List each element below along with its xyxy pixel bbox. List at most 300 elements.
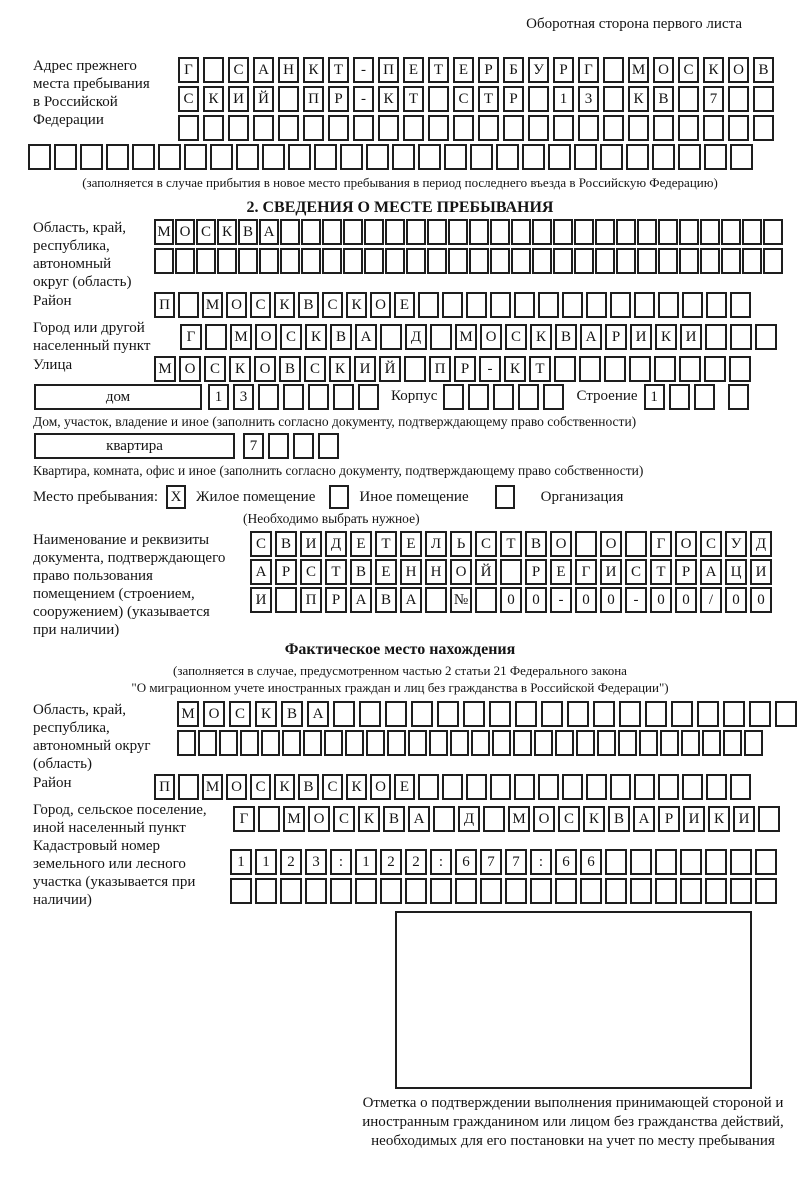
char-cell — [442, 292, 463, 318]
char-cell — [630, 849, 652, 875]
section-2-title: 2. СВЕДЕНИЯ О МЕСТЕ ПРЕБЫВАНИЯ — [246, 199, 554, 216]
char-cell: Р — [605, 324, 627, 350]
char-cell — [555, 730, 574, 756]
char-cell — [490, 248, 510, 274]
char-cell — [392, 144, 415, 170]
char-cell — [468, 384, 489, 410]
char-cell — [80, 144, 103, 170]
char-cell — [518, 384, 539, 410]
char-cell — [660, 730, 679, 756]
char-cell — [425, 587, 447, 613]
char-cell: П — [154, 774, 175, 800]
char-cell: П — [154, 292, 175, 318]
char-cell — [775, 701, 797, 727]
char-cell — [658, 219, 678, 245]
char-cell — [328, 115, 349, 141]
char-cell: : — [330, 849, 352, 875]
char-cell — [532, 219, 552, 245]
char-cell — [553, 248, 573, 274]
char-cell: 0 — [650, 587, 672, 613]
char-cell — [463, 701, 485, 727]
char-cell — [514, 292, 535, 318]
char-cell — [538, 292, 559, 318]
char-cell — [429, 730, 448, 756]
char-cell — [490, 219, 510, 245]
char-cell — [258, 806, 280, 832]
char-cell: 1 — [255, 849, 277, 875]
char-cell — [314, 144, 337, 170]
char-cell — [605, 849, 627, 875]
char-cell — [654, 356, 676, 382]
char-cell — [475, 587, 497, 613]
char-cell: 6 — [555, 849, 577, 875]
char-cell — [680, 849, 702, 875]
char-cell — [466, 774, 487, 800]
char-cell — [500, 559, 522, 585]
char-cell: С — [204, 356, 226, 382]
char-cell — [763, 248, 783, 274]
option-organization-label: Организация — [540, 488, 624, 505]
char-cell: Й — [253, 86, 274, 112]
char-cell: О — [728, 57, 749, 83]
char-cell: И — [683, 806, 705, 832]
char-cell — [428, 115, 449, 141]
char-cell: Д — [325, 531, 347, 557]
apartment-line — [34, 433, 800, 459]
char-cell — [238, 248, 258, 274]
char-cell: М — [202, 774, 223, 800]
char-cell: Р — [325, 587, 347, 613]
char-cell — [595, 248, 615, 274]
char-cell — [655, 878, 677, 904]
document-block — [33, 531, 800, 639]
char-cell: В — [383, 806, 405, 832]
char-cell — [480, 878, 502, 904]
char-cell — [576, 730, 595, 756]
char-cell — [196, 248, 216, 274]
char-cell: Й — [475, 559, 497, 585]
char-cell — [217, 248, 237, 274]
checkbox-organization[interactable] — [495, 485, 515, 509]
char-cell — [755, 324, 777, 350]
char-cell — [705, 878, 727, 904]
char-cell: К — [255, 701, 277, 727]
char-cell — [553, 219, 573, 245]
char-cell — [258, 384, 279, 410]
char-cell — [282, 730, 301, 756]
char-cell — [280, 248, 300, 274]
char-cell: К — [378, 86, 399, 112]
char-cell — [411, 701, 433, 727]
char-cell — [132, 144, 155, 170]
city-block — [33, 319, 800, 355]
char-cell: О — [370, 292, 391, 318]
char-cell: А — [355, 324, 377, 350]
char-cell: М — [230, 324, 252, 350]
char-cell — [418, 292, 439, 318]
char-cell: К — [583, 806, 605, 832]
house-note: Дом, участок, владение и иное (заполнить согласно документу, подтверждающему право собственности) — [33, 414, 637, 429]
checkbox-residential[interactable]: Х — [166, 485, 186, 509]
char-cell — [301, 219, 321, 245]
char-cell: И — [250, 587, 272, 613]
region-row-2 — [154, 248, 783, 274]
char-cell — [308, 384, 329, 410]
char-cell — [278, 115, 299, 141]
char-cell — [513, 730, 532, 756]
char-cell — [600, 144, 623, 170]
char-cell — [259, 248, 279, 274]
char-cell — [705, 849, 727, 875]
char-cell — [280, 878, 302, 904]
char-cell: С — [558, 806, 580, 832]
char-cell: В — [238, 219, 258, 245]
char-cell — [378, 115, 399, 141]
option-other-premises-label: Иное помещение — [359, 488, 469, 505]
char-cell: С — [250, 774, 271, 800]
char-cell — [753, 86, 774, 112]
char-cell — [574, 144, 597, 170]
char-cell — [704, 356, 726, 382]
char-cell: О — [370, 774, 391, 800]
char-cell: С — [300, 559, 322, 585]
char-cell: О — [600, 531, 622, 557]
char-cell: - — [353, 86, 374, 112]
prev-address-label: Адрес прежнего места пребывания в Российской Федерации — [33, 58, 150, 128]
char-cell: Р — [478, 57, 499, 83]
char-cell: К — [504, 356, 526, 382]
char-cell — [333, 384, 354, 410]
char-cell: М — [455, 324, 477, 350]
char-cell — [280, 219, 300, 245]
char-cell: В — [608, 806, 630, 832]
char-cell: К — [703, 57, 724, 83]
stroenie-cells — [644, 384, 749, 410]
actual-region-label: Область, край, республика, автономный округ (область) — [33, 702, 151, 772]
char-cell — [255, 878, 277, 904]
char-cell: К — [274, 292, 295, 318]
char-cell: Р — [675, 559, 697, 585]
actual-location-note-1: (заполняется в случае, предусмотренном частью 2 статьи 21 Федерального закона — [173, 663, 627, 678]
char-cell — [639, 730, 658, 756]
char-cell — [492, 730, 511, 756]
char-cell: С — [322, 774, 343, 800]
char-cell: А — [250, 559, 272, 585]
char-cell: В — [281, 701, 303, 727]
char-cell: У — [528, 57, 549, 83]
char-cell: С — [333, 806, 355, 832]
char-cell — [405, 878, 427, 904]
char-cell — [702, 730, 721, 756]
char-cell: О — [653, 57, 674, 83]
char-cell — [469, 248, 489, 274]
char-cell: Е — [350, 531, 372, 557]
document-rows — [250, 531, 772, 613]
char-cell — [586, 292, 607, 318]
char-cell: Б — [503, 57, 524, 83]
char-cell — [283, 384, 304, 410]
char-cell — [385, 248, 405, 274]
char-cell — [240, 730, 259, 756]
char-cell — [530, 878, 552, 904]
char-cell: С — [280, 324, 302, 350]
char-cell — [483, 806, 505, 832]
char-cell: К — [274, 774, 295, 800]
char-cell: 7 — [243, 433, 264, 459]
char-cell — [678, 115, 699, 141]
char-cell — [730, 878, 752, 904]
char-cell — [205, 324, 227, 350]
char-cell: 2 — [405, 849, 427, 875]
cadastral-rows — [230, 849, 777, 904]
char-cell: Д — [750, 531, 772, 557]
char-cell — [703, 115, 724, 141]
stay-type-label: Место пребывания: — [33, 488, 158, 505]
char-cell — [729, 356, 751, 382]
char-cell — [721, 248, 741, 274]
char-cell — [364, 219, 384, 245]
char-cell: А — [408, 806, 430, 832]
char-cell — [758, 806, 780, 832]
char-cell — [175, 248, 195, 274]
char-cell: К — [708, 806, 730, 832]
char-cell — [478, 115, 499, 141]
char-cell — [230, 878, 252, 904]
char-cell — [470, 144, 493, 170]
char-cell: М — [628, 57, 649, 83]
char-cell: И — [680, 324, 702, 350]
char-cell — [700, 248, 720, 274]
char-cell: В — [330, 324, 352, 350]
char-cell: С — [625, 559, 647, 585]
char-cell — [466, 292, 487, 318]
char-cell: М — [283, 806, 305, 832]
char-cell — [303, 115, 324, 141]
char-cell — [538, 774, 559, 800]
prev-address-note: (заполняется в случае прибытия в новое место пребывания в период последнего въезда в Российскую Федерацию) — [82, 175, 718, 190]
char-cell: П — [303, 86, 324, 112]
char-cell — [359, 701, 381, 727]
char-cell: О — [226, 774, 247, 800]
char-cell: М — [508, 806, 530, 832]
char-cell — [671, 701, 693, 727]
char-cell — [353, 115, 374, 141]
char-cell: К — [628, 86, 649, 112]
char-cell: П — [378, 57, 399, 83]
char-cell: Ц — [725, 559, 747, 585]
char-cell: В — [753, 57, 774, 83]
char-cell: Е — [403, 57, 424, 83]
char-cell: А — [700, 559, 722, 585]
char-cell — [658, 292, 679, 318]
char-cell: С — [700, 531, 722, 557]
char-cell: 1 — [208, 384, 229, 410]
char-cell — [742, 248, 762, 274]
char-cell — [579, 356, 601, 382]
korpus-cells — [443, 384, 564, 410]
char-cell — [679, 248, 699, 274]
char-cell — [288, 144, 311, 170]
char-cell: В — [298, 292, 319, 318]
char-cell — [645, 701, 667, 727]
char-cell: М — [177, 701, 199, 727]
char-cell — [603, 57, 624, 83]
char-cell — [528, 115, 549, 141]
char-cell: К — [305, 324, 327, 350]
char-cell — [705, 324, 727, 350]
char-cell — [490, 774, 511, 800]
char-cell — [427, 248, 447, 274]
char-cell — [343, 219, 363, 245]
prev-address-block — [33, 57, 800, 141]
char-cell — [469, 219, 489, 245]
option-residential-label: Жилое помещение — [196, 488, 316, 505]
prev-address-row-4 — [28, 144, 800, 170]
stay-type-note: (Необходимо выбрать нужное) — [243, 511, 420, 526]
char-cell — [343, 248, 363, 274]
actual-city-label: Город, сельское поселение, иной населенный пункт — [33, 802, 207, 836]
char-cell: О — [203, 701, 225, 727]
char-cell: Ь — [450, 531, 472, 557]
char-cell — [706, 774, 727, 800]
char-cell: В — [525, 531, 547, 557]
char-cell: Т — [500, 531, 522, 557]
char-cell: К — [303, 57, 324, 83]
char-cell: И — [630, 324, 652, 350]
char-cell — [514, 774, 535, 800]
char-cell — [228, 115, 249, 141]
char-cell — [408, 730, 427, 756]
char-cell — [184, 144, 207, 170]
char-cell: Е — [375, 559, 397, 585]
char-cell: 6 — [580, 849, 602, 875]
char-cell — [490, 292, 511, 318]
house-line — [34, 384, 800, 410]
char-cell — [366, 730, 385, 756]
char-cell: О — [179, 356, 201, 382]
char-cell — [658, 774, 679, 800]
char-cell — [275, 587, 297, 613]
char-cell — [574, 219, 594, 245]
char-cell — [322, 248, 342, 274]
street-row — [154, 356, 751, 382]
char-cell: К — [530, 324, 552, 350]
char-cell: В — [298, 774, 319, 800]
char-cell: Р — [275, 559, 297, 585]
char-cell — [700, 219, 720, 245]
page-side-note: Оборотная сторона первого листа — [526, 16, 742, 32]
char-cell: П — [300, 587, 322, 613]
char-cell — [404, 356, 426, 382]
char-cell — [755, 878, 777, 904]
char-cell: 0 — [575, 587, 597, 613]
char-cell — [619, 701, 641, 727]
char-cell: Г — [180, 324, 202, 350]
char-cell: 0 — [750, 587, 772, 613]
document-row-2 — [250, 559, 772, 585]
char-cell — [730, 849, 752, 875]
char-cell: А — [400, 587, 422, 613]
char-cell — [625, 531, 647, 557]
char-cell — [730, 774, 751, 800]
char-cell: Р — [553, 57, 574, 83]
char-cell — [595, 219, 615, 245]
char-cell: К — [655, 324, 677, 350]
char-cell — [618, 730, 637, 756]
actual-district-block — [33, 774, 800, 800]
char-cell — [318, 433, 339, 459]
char-cell — [340, 144, 363, 170]
checkbox-other-premises[interactable] — [329, 485, 349, 509]
char-cell — [511, 219, 531, 245]
apartment-number-cells — [243, 433, 339, 459]
char-cell: 7 — [505, 849, 527, 875]
cadastral-label: Кадастровый номер земельного или лесного участка (указывается при наличии) — [33, 838, 196, 908]
actual-region-row-1 — [177, 701, 797, 727]
char-cell — [605, 878, 627, 904]
char-cell — [682, 774, 703, 800]
char-cell — [682, 292, 703, 318]
region-label: Область, край, республика, автономный округ (область) — [33, 220, 132, 290]
char-cell — [634, 292, 655, 318]
char-cell — [442, 774, 463, 800]
char-cell: 1 — [644, 384, 665, 410]
document-row-3 — [250, 587, 772, 613]
char-cell: Е — [400, 531, 422, 557]
char-cell — [433, 806, 455, 832]
char-cell: О — [226, 292, 247, 318]
char-cell: Г — [578, 57, 599, 83]
char-cell — [364, 248, 384, 274]
char-cell — [178, 115, 199, 141]
char-cell — [679, 356, 701, 382]
char-cell: Г — [178, 57, 199, 83]
cadastral-row-2 — [230, 878, 777, 904]
char-cell — [637, 219, 657, 245]
char-cell: М — [202, 292, 223, 318]
house-number-cells — [208, 384, 379, 410]
confirmation-stamp-caption: Отметка о подтверждении выполнения принимающей стороной и иностранным гражданином или лицом без гражданства действий, необходимых для его постановки на учет по месту пребывания — [362, 1095, 784, 1149]
cadastral-block — [33, 837, 800, 909]
char-cell — [428, 86, 449, 112]
char-cell — [387, 730, 406, 756]
char-cell — [322, 219, 342, 245]
char-cell: Т — [325, 559, 347, 585]
char-cell — [427, 219, 447, 245]
char-cell: С — [322, 292, 343, 318]
char-cell — [219, 730, 238, 756]
char-cell — [555, 878, 577, 904]
char-cell — [293, 433, 314, 459]
char-cell: Т — [328, 57, 349, 83]
street-label: Улица — [33, 357, 73, 373]
char-cell: 1 — [355, 849, 377, 875]
char-cell — [721, 219, 741, 245]
char-cell — [681, 730, 700, 756]
char-cell: К — [346, 292, 367, 318]
char-cell — [430, 878, 452, 904]
char-cell: М — [154, 219, 174, 245]
region-block — [33, 219, 800, 291]
char-cell — [610, 774, 631, 800]
char-cell — [730, 292, 751, 318]
char-cell: 1 — [230, 849, 252, 875]
char-cell: 7 — [703, 86, 724, 112]
char-cell — [158, 144, 181, 170]
region-rows — [154, 219, 783, 274]
char-cell — [385, 219, 405, 245]
char-cell: Т — [375, 531, 397, 557]
